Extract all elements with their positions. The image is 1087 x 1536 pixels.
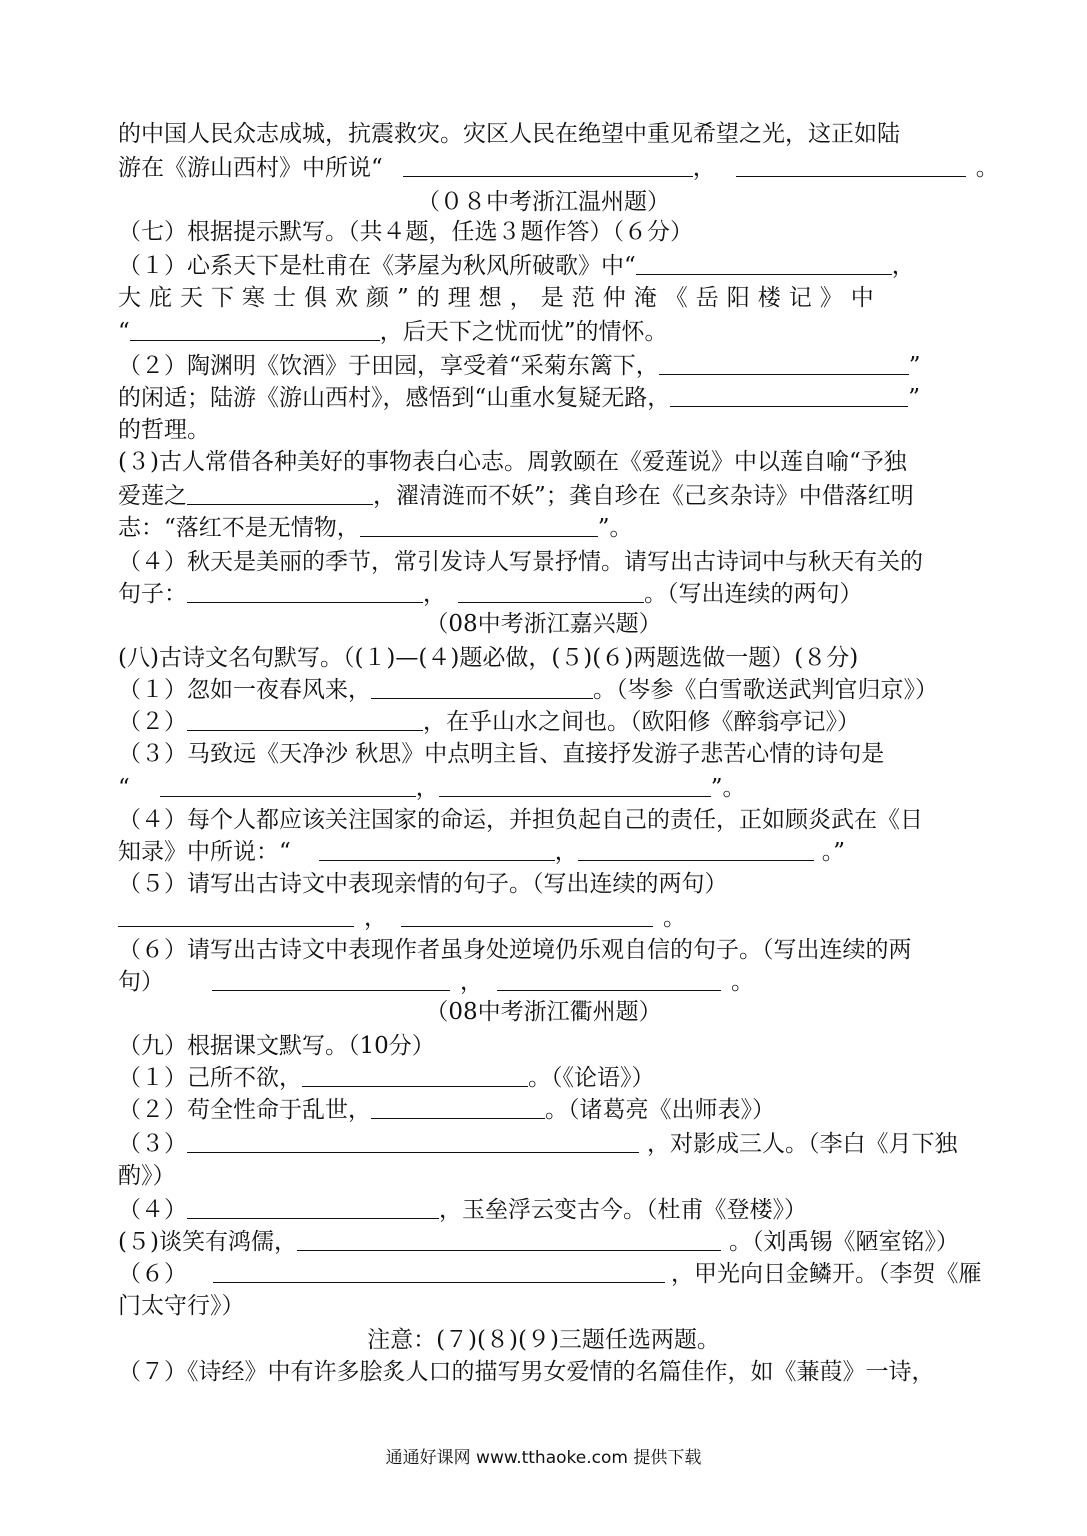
text-line xyxy=(118,1062,970,1094)
text: ，在乎山水之间也。（欧阳修《醉翁亭记》） xyxy=(423,709,860,735)
section-heading xyxy=(118,1030,970,1062)
text: ， xyxy=(460,969,483,995)
text: （七）根据提示默写。（共４题，任选３题作答）（６分） xyxy=(118,219,693,245)
notice-line xyxy=(0,1324,1087,1356)
text-line xyxy=(118,902,970,934)
answer-blank[interactable] xyxy=(458,580,644,603)
answer-blank[interactable] xyxy=(578,838,814,861)
text-line xyxy=(118,512,970,544)
text: ”。 xyxy=(597,515,633,541)
text: 。 xyxy=(663,905,686,931)
text-line xyxy=(118,118,970,150)
text-line xyxy=(118,316,970,348)
text: 注意：(７)(８)(９)三题任选两题。 xyxy=(367,1327,720,1353)
text: 的中国人民众志成城，抗震救灾。灾区人民在绝望中重见希望之光，这正如陆 xyxy=(118,121,900,147)
text-line xyxy=(118,966,970,998)
text-line xyxy=(118,414,970,446)
source-note xyxy=(0,608,1087,640)
text: ， xyxy=(554,839,578,865)
text: 。 xyxy=(975,155,999,181)
text-line xyxy=(118,738,970,770)
text: （３）马致远《天净沙 秋思》中点明主旨、直接抒发游子悲苦心情的诗句是 xyxy=(118,741,885,767)
text-line xyxy=(118,350,970,382)
text-line xyxy=(118,804,970,836)
text-line xyxy=(118,1094,970,1126)
text: 句子： xyxy=(118,581,187,607)
text: （７）《诗经》中有许多脍炙人口的描写男女爱情的名篇佳作，如《蒹葭》一诗， xyxy=(118,1359,935,1385)
text: ，甲光向日金鳞开。（李贺《雁 xyxy=(671,1261,982,1287)
text-line xyxy=(118,1290,970,1322)
text-line xyxy=(118,868,970,900)
text: （５）请写出古诗文中表现亲情的句子。（写出连续的两句） xyxy=(118,871,728,897)
text-line xyxy=(118,1128,970,1160)
text-line xyxy=(118,772,970,804)
text: （08中考浙江衢州题） xyxy=(425,999,662,1025)
answer-blank[interactable] xyxy=(187,1196,439,1219)
text: (５)谈笑有鸿儒， xyxy=(118,1229,297,1255)
text-line xyxy=(118,934,970,966)
text: 。（刘禹锡《陋室铭》） xyxy=(728,1229,959,1255)
answer-blank[interactable] xyxy=(212,968,450,991)
answer-blank[interactable] xyxy=(659,352,909,375)
text: ，玉垒浮云变古今。（杜甫《登楼》） xyxy=(439,1197,807,1223)
text: 。 xyxy=(731,969,754,995)
text: ， xyxy=(364,905,387,931)
text-line xyxy=(118,282,970,314)
text: ， xyxy=(415,775,439,801)
text: 的闲适；陆游《游山西村》，感悟到“山重水复疑无路， xyxy=(118,385,671,411)
source-note xyxy=(0,996,1087,1028)
text: 。（诸葛亮《出师表》） xyxy=(545,1097,775,1123)
text: (八)古诗文名句默写。（(１)—(４)题必做，(５)(６)两题选做一题）(８分) xyxy=(118,645,859,671)
text-line xyxy=(118,1356,970,1388)
text: ，对影成三人。（李白《月下独 xyxy=(647,1131,958,1157)
text-line xyxy=(118,1194,970,1226)
text: 志：“落红不是无情物， xyxy=(118,515,360,541)
answer-blank[interactable] xyxy=(187,708,423,731)
text: 的哲理。 xyxy=(118,417,210,443)
answer-blank[interactable] xyxy=(297,1228,721,1251)
text-line xyxy=(118,250,970,282)
text: （２） xyxy=(118,709,187,735)
answer-blank[interactable] xyxy=(187,482,373,505)
text: （６） xyxy=(118,1261,187,1287)
page-footer: 通通好课网 www.tthaoke.com 提供下载 xyxy=(385,1448,702,1468)
section-heading xyxy=(118,642,970,674)
text: ” xyxy=(908,385,921,411)
answer-blank[interactable] xyxy=(497,968,721,991)
text-line xyxy=(118,674,970,706)
text: （１）心系天下是杜甫在《茅屋为秋风所破歌》中“ xyxy=(118,253,636,279)
text: ”。 xyxy=(710,775,746,801)
source-note xyxy=(0,186,1087,218)
text: （４）秋天是美丽的季节，常引发诗人写景抒情。请写出古诗词中与秋天有关的 xyxy=(118,549,923,575)
text-line xyxy=(118,1258,982,1290)
answer-blank[interactable] xyxy=(403,154,693,177)
answer-blank[interactable] xyxy=(187,1130,639,1153)
text-line xyxy=(118,546,970,578)
text-line xyxy=(118,706,970,738)
text: （２）苟全性命于乱世， xyxy=(118,1097,371,1123)
text: （０８中考浙江温州题） xyxy=(417,189,670,215)
text-line xyxy=(118,152,999,184)
answer-blank[interactable] xyxy=(319,838,555,861)
text-line xyxy=(118,1226,970,1258)
text-line xyxy=(118,1160,970,1192)
text: 。（写出连续的两句） xyxy=(644,581,863,607)
text: 句） xyxy=(118,969,164,995)
answer-blank[interactable] xyxy=(371,676,593,699)
text: “ xyxy=(118,775,130,801)
text: ，濯清涟而不妖”；龚自珍在《己亥杂诗》中借落红明 xyxy=(373,483,914,509)
text: (３)古人常借各种美好的事物表白心志。周敦颐在《爱莲说》中以莲自喻“予独 xyxy=(118,449,907,475)
text: 游在《游山西村》中所说“ xyxy=(118,155,383,181)
text: 。（岑参《白雪歌送武判官归京》） xyxy=(593,677,938,703)
text: （九）根据课文默写。（10分） xyxy=(118,1033,435,1059)
text: （４） xyxy=(118,1197,187,1223)
answer-blank[interactable] xyxy=(670,384,908,407)
answer-blank[interactable] xyxy=(187,580,423,603)
text: “ xyxy=(118,319,130,345)
text: （１）己所不欲， xyxy=(118,1065,302,1091)
answer-blank[interactable] xyxy=(130,318,380,341)
answer-blank[interactable] xyxy=(360,514,598,537)
answer-blank[interactable] xyxy=(736,154,966,177)
text: （１）忽如一夜春风来， xyxy=(118,677,371,703)
text: （３） xyxy=(118,1131,187,1157)
text: ，后天下之忧而忧”的情怀。 xyxy=(379,319,668,345)
section-heading xyxy=(118,216,970,248)
text: （２）陶渊明《饮酒》于田园，享受着“采菊东篱下， xyxy=(118,353,659,379)
text: 。（《论语》） xyxy=(528,1065,655,1091)
text: 。” xyxy=(821,839,846,865)
text: 知录》中所说：“ xyxy=(118,839,291,865)
answer-blank[interactable] xyxy=(439,774,711,797)
text: 大庇天下寒士俱欢颜”的理想，是范仲淹《岳阳楼记》中 xyxy=(118,285,882,311)
text: ， xyxy=(692,155,716,181)
answer-blank[interactable] xyxy=(302,1064,528,1087)
text: 门太守行》） xyxy=(118,1293,245,1319)
text-line xyxy=(118,382,970,414)
text-line xyxy=(118,836,970,868)
answer-blank[interactable] xyxy=(401,904,653,927)
answer-blank[interactable] xyxy=(636,252,892,275)
text: （４）每个人都应该关注国家的命运，并担负起自己的责任，正如顾炎武在《日 xyxy=(118,807,923,833)
text-line xyxy=(118,480,970,512)
text-line xyxy=(118,578,970,610)
answer-blank[interactable] xyxy=(118,904,354,927)
answer-blank[interactable] xyxy=(371,1096,545,1119)
answer-blank[interactable] xyxy=(160,774,416,797)
text-line xyxy=(118,446,970,478)
text: 酌》） xyxy=(118,1163,176,1189)
answer-blank[interactable] xyxy=(213,1260,665,1283)
text: 爱莲之 xyxy=(118,483,187,509)
text: ” xyxy=(908,353,921,379)
text: ， xyxy=(891,253,915,279)
text: （６）请写出古诗文中表现作者虽身处逆境仍乐观自信的句子。（写出连续的两 xyxy=(118,937,912,963)
text: ， xyxy=(423,581,446,607)
text: （08中考浙江嘉兴题） xyxy=(425,611,662,637)
